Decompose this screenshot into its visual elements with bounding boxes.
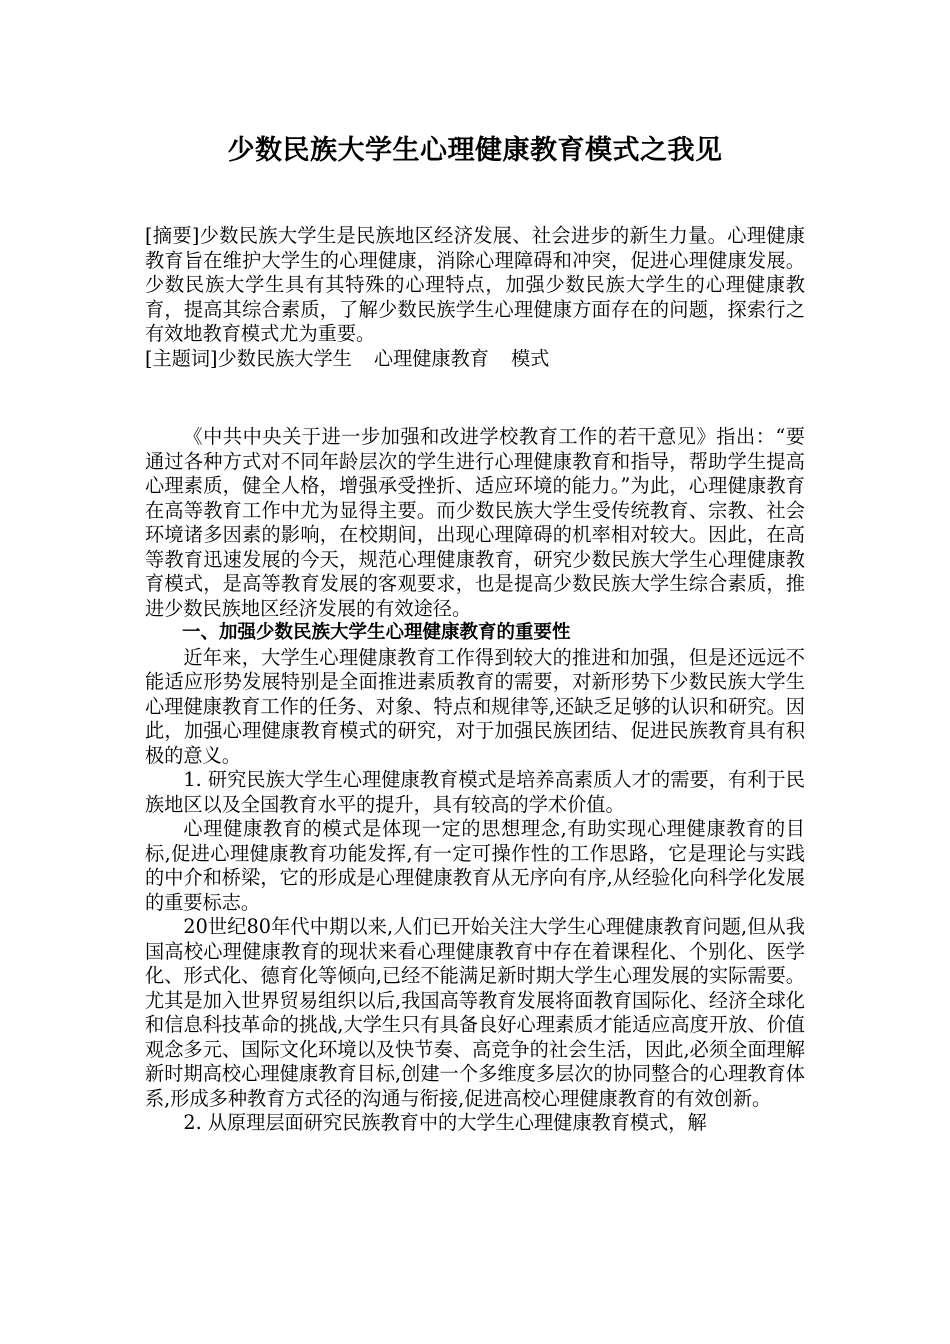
body-paragraph: 20世纪80年代中期以来,人们已开始关注大学生心理健康教育问题,但从我国高校心理健康教育的现状来看心理健康教育中存在着课程化、个别化、医学化、形式化、德育化等倾向,已经不能满足新时期大学生心理发展的实际需要。尤其是加入世界贸易组织以后,我国高等教育发展将面教育国际化、经济全球化和信息科技革命的挑战,大学生只有具备良好心理素质才能适应高度开放、价值观念多元、国际文化环境以及快节奏、高竞争的社会生活，因此,必须全面理解新时期高校心理健康教育目标,创建一个多维度多层次的协同整合的心理教育体系,形成多种教育方式径的沟通与衔接,促进高校心理健康教育的有效创新。 (145, 915, 805, 1110)
main-body (145, 425, 805, 1136)
body-paragraph: 近年来，大学生心理健康教育工作得到较大的推进和加强，但是还远远不能适应形势发展特别是全面推进素质教育的需要，对新形势下少数民族大学生心理健康教育工作的任务、对象、特点和规律等,还缺乏足够的认识和研究。因此，加强心理健康教育模式的研究，对于加强民族团结、促进民族教育具有积极的意义。 (145, 645, 805, 767)
body-paragraph: 1. 研究民族大学生心理健康教育模式是培养高素质人才的需要，有利于民族地区以及全国教育水平的提升，具有较高的学术价值。 (145, 768, 805, 816)
abstract-section (145, 224, 805, 371)
document-title: 少数民族大学生心理健康教育模式之我见 (227, 135, 723, 166)
body-paragraph: 心理健康教育的模式是体现一定的思想理念,有助实现心理健康教育的目标,促进心理健康教育功能发挥,有一定可操作性的工作思路，它是理论与实践的中介和桥梁，它的形成是心理健康教育从无序向有序,从经验化向科学化发展的重要标志。 (145, 817, 805, 914)
keyword-term: 心理健康教育 (373, 346, 489, 370)
keyword-term: 模式 (510, 346, 550, 370)
body-paragraph: 2. 从原理层面研究民族教育中的大学生心理健康教育模式，解 (183, 1111, 707, 1134)
abstract-text: [摘要]少数民族大学生是民族地区经济发展、社会进步的新生力量。心理健康教育旨在维护大学生的心理健康，消除心理障碍和冲突，促进心理健康发展。少数民族大学生具有其特殊的心理特点，加强少数民族大学生的心理健康教育，提高其综合素质，了解少数民族学生心理健康方面存在的问题，探索行之有效地教育模式尤为重要。 (145, 224, 805, 345)
keywords-label: [主题词] (145, 346, 218, 370)
keyword-term: 少数民族大学生 (217, 346, 352, 370)
body-paragraph: 《中共中央关于进一步加强和改进学校教育工作的若干意见》指出：“要通过各种方式对不同年龄层次的学生进行心理健康教育和指导，帮助学生提高心理素质，健全人格，增强承受挫折、适应环境的能力。”为此，心理健康教育在高等教育工作中尤为显得主要。而少数民族大学生受传统教育、宗教、社会环境诸多因素的影响，在校期间，出现心理障碍的机率相对较大。因此，在高等教育迅速发展的今天，规范心理健康教育，研究少数民族大学生心理健康教育模式，是高等教育发展的客观要求，也是提高少数民族大学生综合素质，推进少数民族地区经济发展的有效途径。 (145, 425, 805, 620)
section-heading: 一、加强少数民族大学生心理健康教育的重要性 (182, 622, 571, 643)
keywords-line (145, 347, 805, 372)
